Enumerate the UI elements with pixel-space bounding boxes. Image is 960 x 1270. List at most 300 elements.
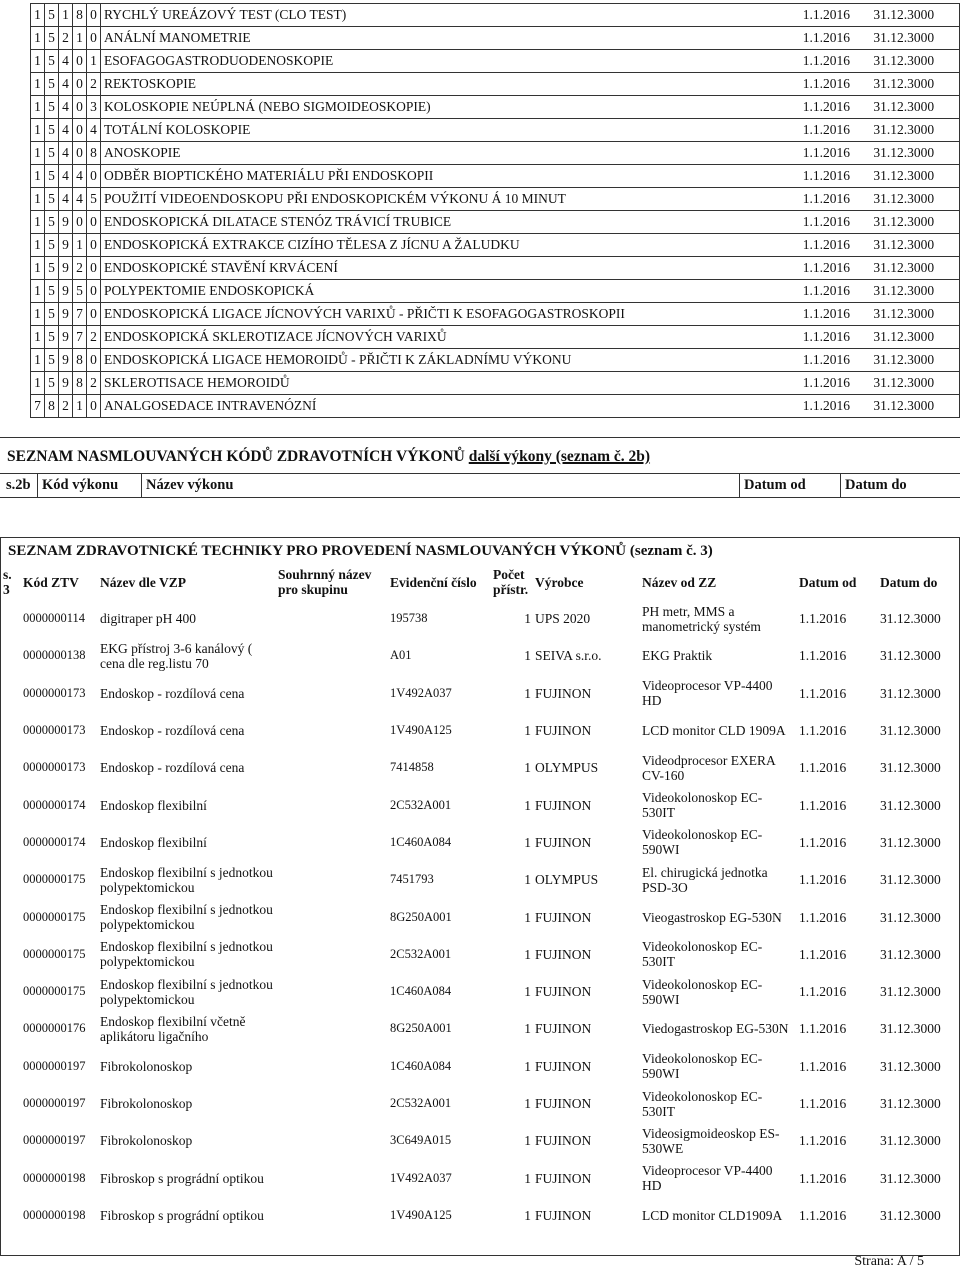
code-digit: 1 <box>31 4 45 27</box>
zz-name: Videoprocesor VP-4400 HD <box>642 1163 773 1194</box>
procedure-row <box>31 4 960 27</box>
vzp-name: Endoskop - rozdílová cena <box>100 760 245 776</box>
code-digit: 1 <box>31 303 45 326</box>
equipment-code: 0000000173 <box>23 760 86 775</box>
code-digit: 9 <box>59 280 73 303</box>
code-digit: 5 <box>45 326 59 349</box>
device-count: 1 <box>524 946 531 962</box>
procedure-row <box>31 349 960 372</box>
device-count: 1 <box>524 685 531 701</box>
date-from: 1.1.2016 <box>799 760 847 776</box>
manufacturer: FUJINON <box>535 1170 592 1186</box>
procedure-codes-table <box>30 3 960 418</box>
group-name <box>276 637 388 674</box>
date-from: 1.1.2016 <box>800 50 871 73</box>
group-name <box>276 1085 388 1122</box>
date-from: 1.1.2016 <box>799 1021 847 1037</box>
equipment-code: 0000000175 <box>23 946 86 961</box>
code-digit: 5 <box>45 165 59 188</box>
equipment-row <box>1 675 959 712</box>
equipment-row <box>1 1122 959 1159</box>
code-digit: 9 <box>59 349 73 372</box>
code-digit: 2 <box>87 73 101 96</box>
device-count: 1 <box>524 984 531 1000</box>
procedure-row <box>31 142 960 165</box>
s-cell <box>1 1197 21 1234</box>
code-digit: 0 <box>87 211 101 234</box>
s-cell <box>1 1122 21 1159</box>
code-digit: 5 <box>45 142 59 165</box>
date-to: 31.12.3000 <box>870 395 959 418</box>
date-from: 1.1.2016 <box>799 1058 847 1074</box>
zz-name: Videokolonoskop EC-590WI <box>642 1051 763 1082</box>
date-to: 31.12.3000 <box>870 326 959 349</box>
date-to: 31.12.3000 <box>870 142 959 165</box>
group-name <box>276 824 388 861</box>
code-digit: 0 <box>73 211 87 234</box>
code-digit: 0 <box>87 349 101 372</box>
code-digit: 5 <box>45 303 59 326</box>
date-from: 1.1.2016 <box>800 372 871 395</box>
date-to: 31.12.3000 <box>880 1170 941 1186</box>
code-digit: 0 <box>73 119 87 142</box>
group-name <box>276 675 388 712</box>
equipment-code: 0000000173 <box>23 723 86 738</box>
date-to: 31.12.3000 <box>870 27 959 50</box>
code-digit: 1 <box>73 234 87 257</box>
s-cell <box>1 1085 21 1122</box>
evidence-number: 8G250A001 <box>390 1021 452 1036</box>
code-digit: 9 <box>59 326 73 349</box>
col-zz: Název od ZZ <box>642 574 717 590</box>
code-digit: 1 <box>31 257 45 280</box>
device-count: 1 <box>524 1021 531 1037</box>
date-to: 31.12.3000 <box>870 234 959 257</box>
vzp-name: Endoskop flexibilní s jednotkou polypektomickou <box>100 939 273 970</box>
equipment-row <box>1 712 959 749</box>
header-to: Datum do <box>845 477 907 493</box>
vzp-name: Endoskop - rozdílová cena <box>100 685 245 701</box>
device-count: 1 <box>524 648 531 664</box>
group-name <box>276 898 388 935</box>
code-digit: 1 <box>31 50 45 73</box>
manufacturer: FUJINON <box>535 685 592 701</box>
evidence-number: 2C532A001 <box>390 797 452 812</box>
equipment-row <box>1 749 959 786</box>
code-digit: 2 <box>59 395 73 418</box>
procedure-name: POUŽITÍ VIDEOENDOSKOPU PŘI ENDOSKOPICKÉM VÝKONU Á 10 MINUT <box>101 188 800 211</box>
date-to: 31.12.3000 <box>870 280 959 303</box>
manufacturer: SEIVA s.r.o. <box>535 648 602 664</box>
equipment-code: 0000000114 <box>23 611 86 626</box>
equipment-row <box>1 936 959 973</box>
code-digit: 1 <box>31 142 45 165</box>
date-from: 1.1.2016 <box>800 27 871 50</box>
code-digit: 9 <box>59 211 73 234</box>
date-from: 1.1.2016 <box>799 984 847 1000</box>
evidence-number: 1C460A084 <box>390 984 452 999</box>
zz-name: EKG Praktik <box>642 648 713 664</box>
evidence-number: 1C460A084 <box>390 1058 452 1073</box>
date-to: 31.12.3000 <box>880 984 941 1000</box>
evidence-number: 195738 <box>390 611 428 626</box>
device-count: 1 <box>524 611 531 627</box>
equipment-code: 0000000174 <box>23 834 86 849</box>
date-from: 1.1.2016 <box>800 188 871 211</box>
code-digit: 4 <box>59 73 73 96</box>
code-digit: 8 <box>73 349 87 372</box>
section-2b-title: SEZNAM NASMLOUVANÝCH KÓDŮ ZDRAVOTNÍCH VÝKONŮ další výkony (seznam č. 2b) <box>7 448 651 465</box>
procedure-name: ANÁLNÍ MANOMETRIE <box>101 27 800 50</box>
device-count: 1 <box>524 1058 531 1074</box>
zz-name: El. chirugická jednotka PSD-3O <box>642 864 768 895</box>
date-from: 1.1.2016 <box>799 834 847 850</box>
date-to: 31.12.3000 <box>880 1021 941 1037</box>
vzp-name: Endoskop flexibilní <box>100 797 207 813</box>
evidence-number: 1V490A125 <box>390 723 452 738</box>
group-name <box>276 936 388 973</box>
manufacturer: FUJINON <box>535 723 592 739</box>
evidence-number: 3C649A015 <box>390 1133 452 1148</box>
evidence-number: 1V492A037 <box>390 1170 452 1185</box>
device-count: 1 <box>524 723 531 739</box>
equipment-row <box>1 637 959 674</box>
date-from: 1.1.2016 <box>800 395 871 418</box>
code-digit: 1 <box>31 73 45 96</box>
procedure-name: ESOFAGOGASTRODUODENOSKOPIE <box>101 50 800 73</box>
equipment-code: 0000000175 <box>23 872 86 887</box>
code-digit: 4 <box>59 119 73 142</box>
procedure-row <box>31 372 960 395</box>
code-digit: 9 <box>59 257 73 280</box>
equipment-row <box>1 1159 959 1196</box>
group-name <box>276 1159 388 1196</box>
zz-name: Videokolonoskop EC-530IT <box>642 1088 763 1119</box>
procedure-row <box>31 257 960 280</box>
code-digit: 5 <box>45 280 59 303</box>
code-digit: 5 <box>45 211 59 234</box>
date-from: 1.1.2016 <box>799 1096 847 1111</box>
device-count: 1 <box>524 872 531 888</box>
procedure-row <box>31 73 960 96</box>
date-from: 1.1.2016 <box>800 4 871 27</box>
code-digit: 4 <box>59 142 73 165</box>
device-count: 1 <box>524 1133 531 1149</box>
equipment-code: 0000000197 <box>23 1058 86 1073</box>
zz-name: Videodprocesor EXERA CV-160 <box>642 752 776 783</box>
manufacturer: FUJINON <box>535 834 592 850</box>
evidence-number: 1V492A037 <box>390 685 452 700</box>
date-from: 1.1.2016 <box>799 723 847 739</box>
code-digit: 1 <box>31 349 45 372</box>
code-digit: 1 <box>31 119 45 142</box>
procedure-name: POLYPEKTOMIE ENDOSKOPICKÁ <box>101 280 800 303</box>
s-cell <box>1 861 21 898</box>
col-maker: Výrobce <box>535 574 584 590</box>
date-from: 1.1.2016 <box>800 119 871 142</box>
header-name: Název výkonu <box>146 477 234 493</box>
date-to: 31.12.3000 <box>880 685 941 701</box>
code-digit: 1 <box>31 211 45 234</box>
date-from: 1.1.2016 <box>800 234 871 257</box>
date-from: 1.1.2016 <box>800 326 871 349</box>
equipment-code: 0000000176 <box>23 1021 86 1036</box>
evidence-number: 1C460A084 <box>390 834 452 849</box>
date-to: 31.12.3000 <box>870 96 959 119</box>
procedure-row <box>31 326 960 349</box>
zz-name: PH metr, MMS a manometrický systém <box>642 603 761 634</box>
code-digit: 1 <box>31 27 45 50</box>
code-digit: 8 <box>73 372 87 395</box>
code-digit: 0 <box>73 96 87 119</box>
code-digit: 4 <box>87 119 101 142</box>
code-digit: 5 <box>45 4 59 27</box>
procedure-row <box>31 303 960 326</box>
procedure-name: TOTÁLNÍ KOLOSKOPIE <box>101 119 800 142</box>
equipment-code: 0000000174 <box>23 797 86 812</box>
code-digit: 0 <box>73 50 87 73</box>
date-from: 1.1.2016 <box>799 946 847 962</box>
s-cell <box>1 1159 21 1196</box>
procedure-name: ENDOSKOPICKÉ STAVĚNÍ KRVÁCENÍ <box>101 257 800 280</box>
code-digit: 8 <box>45 395 59 418</box>
code-digit: 8 <box>73 4 87 27</box>
date-to: 31.12.3000 <box>870 349 959 372</box>
section-3 <box>0 537 960 1256</box>
col-ztv: Kód ZTV <box>23 574 79 590</box>
code-digit: 5 <box>45 119 59 142</box>
procedure-name: ENDOSKOPICKÁ LIGACE JÍCNOVÝCH VARIXŮ - PŘIČTI K ESOFAGOGASTROSKOPII <box>101 303 800 326</box>
code-digit: 1 <box>31 372 45 395</box>
equipment-header-row <box>1 564 959 600</box>
col-from: Datum od <box>799 574 857 590</box>
code-digit: 4 <box>73 188 87 211</box>
equipment-row <box>1 600 959 637</box>
code-digit: 5 <box>45 73 59 96</box>
code-digit: 5 <box>45 257 59 280</box>
group-name <box>276 861 388 898</box>
vzp-name: Fibrokolonoskop <box>100 1133 193 1149</box>
group-name <box>276 712 388 749</box>
zz-name: Videosigmoideoskop ES-530WE <box>642 1125 780 1156</box>
code-digit: 1 <box>31 280 45 303</box>
code-digit: 1 <box>31 165 45 188</box>
manufacturer: FUJINON <box>535 1096 592 1111</box>
evidence-number: 7414858 <box>390 760 434 775</box>
date-from: 1.1.2016 <box>800 142 871 165</box>
equipment-row <box>1 861 959 898</box>
vzp-name: Fibroskop s prográdní optikou <box>100 1207 264 1223</box>
vzp-name: Endoskop flexibilní <box>100 834 207 850</box>
date-to: 31.12.3000 <box>870 73 959 96</box>
code-digit: 2 <box>87 372 101 395</box>
device-count: 1 <box>524 1170 531 1186</box>
code-digit: 0 <box>87 165 101 188</box>
evidence-number: 1V490A125 <box>390 1207 452 1222</box>
equipment-row <box>1 1010 959 1047</box>
code-digit: 2 <box>73 257 87 280</box>
procedure-row <box>31 119 960 142</box>
date-to: 31.12.3000 <box>880 648 941 664</box>
s-cell <box>1 898 21 935</box>
date-to: 31.12.3000 <box>870 303 959 326</box>
code-digit: 7 <box>31 395 45 418</box>
date-from: 1.1.2016 <box>800 280 871 303</box>
s-cell <box>1 1010 21 1047</box>
code-digit: 7 <box>73 303 87 326</box>
code-digit: 0 <box>87 395 101 418</box>
equipment-code: 0000000175 <box>23 984 86 999</box>
device-count: 1 <box>524 834 531 850</box>
procedure-name: ODBĚR BIOPTICKÉHO MATERIÁLU PŘI ENDOSKOPII <box>101 165 800 188</box>
date-from: 1.1.2016 <box>799 685 847 701</box>
vzp-name: EKG přístroj 3-6 kanálový ( cena dle reg.listu 70 <box>100 640 253 671</box>
code-digit: 2 <box>59 27 73 50</box>
code-digit: 5 <box>45 234 59 257</box>
equipment-row <box>1 824 959 861</box>
code-digit: 5 <box>45 27 59 50</box>
code-digit: 4 <box>73 165 87 188</box>
manufacturer: FUJINON <box>535 1058 592 1074</box>
code-digit: 4 <box>59 50 73 73</box>
procedure-row <box>31 188 960 211</box>
code-digit: 8 <box>87 142 101 165</box>
zz-name: Videoprocesor VP-4400 HD <box>642 678 773 709</box>
vzp-name: Fibrokolonoskop <box>100 1058 193 1074</box>
procedure-name: RYCHLÝ UREÁZOVÝ TEST (CLO TEST) <box>101 4 800 27</box>
col-evid: Evidenční číslo <box>390 574 477 590</box>
date-from: 1.1.2016 <box>799 611 847 627</box>
equipment-row <box>1 1197 959 1234</box>
equipment-code: 0000000198 <box>23 1170 86 1185</box>
evidence-number: 2C532A001 <box>390 1096 452 1110</box>
procedure-name: REKTOSKOPIE <box>101 73 800 96</box>
group-name <box>276 749 388 786</box>
date-from: 1.1.2016 <box>799 648 847 664</box>
vzp-name: Fibrokolonoskop <box>100 1096 193 1111</box>
date-to: 31.12.3000 <box>870 372 959 395</box>
procedure-name: ANALGOSEDACE INTRAVENÓZNÍ <box>101 395 800 418</box>
header-code: Kód výkonu <box>42 477 119 493</box>
vzp-name: Endoskop flexibilní včetně aplikátoru ligačního <box>100 1013 246 1044</box>
group-name <box>276 786 388 823</box>
procedure-row <box>31 211 960 234</box>
procedure-row <box>31 50 960 73</box>
date-from: 1.1.2016 <box>799 872 847 888</box>
date-to: 31.12.3000 <box>880 872 941 888</box>
equipment-code: 0000000175 <box>23 909 86 924</box>
evidence-number: 8G250A001 <box>390 909 452 924</box>
zz-name: Videokolonoskop EC-530IT <box>642 939 763 970</box>
device-count: 1 <box>524 797 531 813</box>
col-group: Souhrnný název pro skupinu <box>278 567 372 597</box>
zz-name: Videokolonoskop EC-590WI <box>642 976 763 1007</box>
date-to: 31.12.3000 <box>880 760 941 776</box>
code-digit: 3 <box>87 96 101 119</box>
vzp-name: Endoskop flexibilní s jednotkou polypektomickou <box>100 976 273 1007</box>
vzp-name: Endoskop flexibilní s jednotkou polypektomickou <box>100 902 273 933</box>
date-to: 31.12.3000 <box>870 257 959 280</box>
s-cell <box>1 675 21 712</box>
equipment-row <box>1 1085 959 1122</box>
group-name <box>276 1010 388 1047</box>
date-to: 31.12.3000 <box>880 1207 941 1223</box>
evidence-number: 2C532A001 <box>390 946 452 961</box>
code-digit: 5 <box>45 188 59 211</box>
code-digit: 0 <box>87 280 101 303</box>
vzp-name: Fibroskop s prográdní optikou <box>100 1170 264 1186</box>
manufacturer: FUJINON <box>535 1133 592 1149</box>
equipment-row <box>1 786 959 823</box>
code-digit: 5 <box>45 349 59 372</box>
manufacturer: FUJINON <box>535 797 592 813</box>
date-from: 1.1.2016 <box>800 257 871 280</box>
equipment-row <box>1 1048 959 1085</box>
date-from: 1.1.2016 <box>800 73 871 96</box>
code-digit: 5 <box>45 50 59 73</box>
s-cell <box>1 637 21 674</box>
date-to: 31.12.3000 <box>880 1096 941 1111</box>
header-from: Datum od <box>744 477 806 493</box>
code-digit: 4 <box>59 165 73 188</box>
code-digit: 2 <box>87 326 101 349</box>
code-digit: 5 <box>45 372 59 395</box>
code-digit: 9 <box>59 303 73 326</box>
procedure-row <box>31 395 960 418</box>
code-digit: 1 <box>59 4 73 27</box>
date-from: 1.1.2016 <box>799 1133 847 1149</box>
manufacturer: FUJINON <box>535 946 592 962</box>
code-digit: 9 <box>59 372 73 395</box>
equipment-row <box>1 973 959 1010</box>
code-digit: 0 <box>73 142 87 165</box>
code-digit: 0 <box>87 27 101 50</box>
date-to: 31.12.3000 <box>870 4 959 27</box>
group-name <box>276 1048 388 1085</box>
section-2b <box>0 437 960 498</box>
code-digit: 0 <box>87 257 101 280</box>
group-name <box>276 1197 388 1234</box>
s-cell <box>1 1048 21 1085</box>
procedure-name: SKLEROTISACE HEMOROIDŮ <box>101 372 800 395</box>
device-count: 1 <box>524 1096 531 1111</box>
date-to: 31.12.3000 <box>880 946 941 962</box>
manufacturer: UPS 2020 <box>535 611 591 627</box>
date-to: 31.12.3000 <box>870 119 959 142</box>
code-digit: 5 <box>45 96 59 119</box>
date-from: 1.1.2016 <box>799 797 847 813</box>
header-s: s.2b <box>6 477 31 493</box>
code-digit: 1 <box>31 188 45 211</box>
date-from: 1.1.2016 <box>800 96 871 119</box>
equipment-code: 0000000173 <box>23 685 86 700</box>
section-2b-header <box>0 473 960 498</box>
procedure-name: ENDOSKOPICKÁ EXTRAKCE CIZÍHO TĚLESA Z JÍCNU A ŽALUDKU <box>101 234 800 257</box>
s-cell <box>1 936 21 973</box>
section-3-title: SEZNAM ZDRAVOTNICKÉ TECHNIKY PRO PROVEDENÍ NASMLOUVANÝCH VÝKONŮ (seznam č. 3) <box>8 543 713 559</box>
date-to: 31.12.3000 <box>870 50 959 73</box>
code-digit: 1 <box>31 326 45 349</box>
manufacturer: FUJINON <box>535 1021 592 1037</box>
manufacturer: FUJINON <box>535 1207 592 1223</box>
code-digit: 7 <box>73 326 87 349</box>
manufacturer: OLYMPUS <box>535 872 599 888</box>
code-digit: 5 <box>73 280 87 303</box>
code-digit: 4 <box>59 96 73 119</box>
date-to: 31.12.3000 <box>870 165 959 188</box>
col-s: s. 3 <box>3 567 12 597</box>
group-name <box>276 973 388 1010</box>
